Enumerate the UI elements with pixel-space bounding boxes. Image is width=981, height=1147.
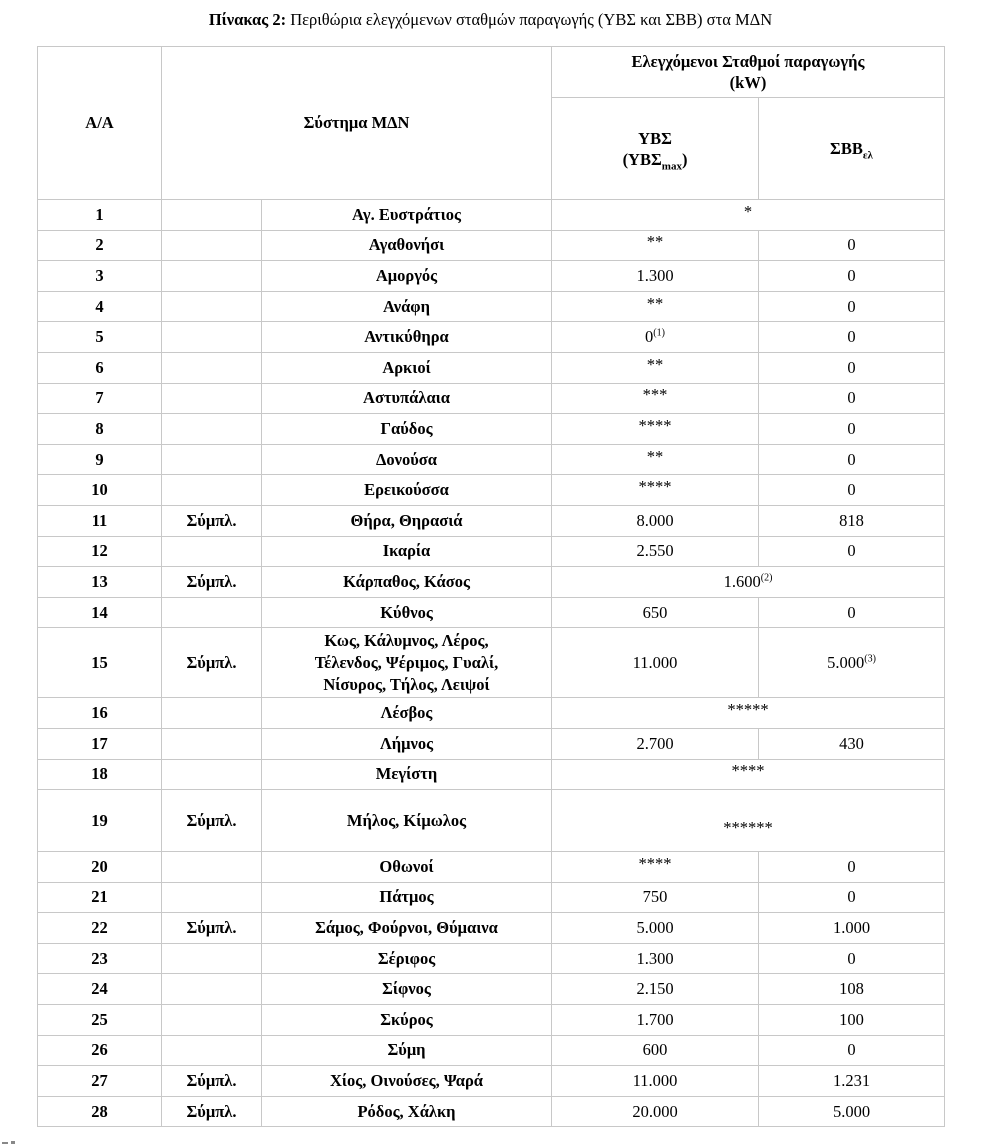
row-ybs-value xyxy=(552,943,759,974)
row-number: 10 xyxy=(38,475,162,506)
table-row xyxy=(38,261,945,292)
row-sbb-value xyxy=(759,475,945,506)
row-system-type xyxy=(162,475,262,506)
row-name: Ικαρία xyxy=(262,536,552,567)
row-sbb-value xyxy=(759,291,945,322)
row-number: 2 xyxy=(38,230,162,261)
table-row xyxy=(38,882,945,913)
sbb-value: 0 xyxy=(847,235,856,255)
table-row xyxy=(38,230,945,261)
sbb-value: 1.231 xyxy=(832,1071,871,1091)
row-sbb-value xyxy=(759,505,945,536)
sbb-value: 818 xyxy=(839,510,864,530)
table-row xyxy=(38,1005,945,1036)
row-name: Μεγίστη xyxy=(262,759,552,790)
row-number: 12 xyxy=(38,536,162,567)
row-system-type xyxy=(162,597,262,628)
row-system-type xyxy=(162,261,262,292)
row-sbb-value xyxy=(759,882,945,913)
row-system-type xyxy=(162,974,262,1005)
row-number: 5 xyxy=(38,322,162,353)
table-row xyxy=(38,1035,945,1066)
header-group-line2: (kW) xyxy=(729,73,767,92)
header-sbb-sub: ελ xyxy=(862,149,873,162)
table-row xyxy=(38,536,945,567)
sbb-footnote: (3) xyxy=(864,653,876,665)
row-system-type xyxy=(162,200,262,231)
row-number: 1 xyxy=(38,200,162,231)
row-sbb-value xyxy=(759,352,945,383)
sbb-value: 0 xyxy=(847,541,856,561)
header-ybs-line2: (ΥΒΣ xyxy=(622,149,662,169)
header-group-line1: Ελεγχόμενοι Σταθμοί παραγωγής xyxy=(631,52,865,71)
row-ybs-value xyxy=(552,230,759,261)
row-system-type xyxy=(162,759,262,790)
row-number: 8 xyxy=(38,414,162,445)
row-system-type xyxy=(162,444,262,475)
ybs-value: ** xyxy=(646,354,664,374)
table-row xyxy=(38,1096,945,1127)
sbb-value: 0 xyxy=(847,296,856,316)
table-row xyxy=(38,913,945,944)
ybs-value: 2.700 xyxy=(636,733,674,753)
merged-value: ***** xyxy=(727,700,769,720)
row-system-type xyxy=(162,882,262,913)
row-number: 16 xyxy=(38,698,162,729)
row-number: 14 xyxy=(38,597,162,628)
row-ybs-value xyxy=(552,536,759,567)
row-name: Αγαθονήσι xyxy=(262,230,552,261)
ybs-value: 2.150 xyxy=(636,979,674,999)
row-ybs-value xyxy=(552,882,759,913)
ybs-value: **** xyxy=(638,477,672,497)
row-ybs-value xyxy=(552,444,759,475)
ybs-value: 1.700 xyxy=(636,1009,674,1029)
row-number: 22 xyxy=(38,913,162,944)
row-sbb-value xyxy=(759,322,945,353)
row-sbb-value xyxy=(759,536,945,567)
ybs-value: 650 xyxy=(642,602,668,622)
row-name: Θήρα, Θηρασιά xyxy=(262,505,552,536)
row-name: Αστυπάλαια xyxy=(262,383,552,414)
row-sbb-value xyxy=(759,383,945,414)
row-system-type xyxy=(162,230,262,261)
header-ybs-line1: ΥΒΣ xyxy=(638,128,672,148)
row-merged-value xyxy=(552,698,945,729)
row-system-type: Σύμπλ. xyxy=(162,567,262,598)
row-system-type xyxy=(162,852,262,883)
row-number: 15 xyxy=(38,628,162,698)
row-name: Ερεικούσσα xyxy=(262,475,552,506)
row-merged-value xyxy=(552,759,945,790)
row-name: Αντικύθηρα xyxy=(262,322,552,353)
row-name: Αμοργός xyxy=(262,261,552,292)
ybs-value: 600 xyxy=(642,1040,668,1060)
row-system-type xyxy=(162,728,262,759)
table-body xyxy=(38,200,945,1127)
row-number: 7 xyxy=(38,383,162,414)
ybs-value: ** xyxy=(646,232,664,252)
row-name: Οθωνοί xyxy=(262,852,552,883)
table-row xyxy=(38,567,945,598)
row-name-line: Τέλενδος, Ψέριμος, Γυαλί, xyxy=(314,652,499,672)
row-ybs-value xyxy=(552,728,759,759)
merged-value: **** xyxy=(731,761,765,781)
row-system-type xyxy=(162,291,262,322)
sbb-value: 0 xyxy=(847,480,856,500)
table-row xyxy=(38,475,945,506)
ybs-value: ** xyxy=(646,293,664,313)
ybs-value: *** xyxy=(642,385,668,405)
table-row xyxy=(38,352,945,383)
row-ybs-value xyxy=(552,1035,759,1066)
table-row xyxy=(38,1066,945,1097)
row-sbb-value xyxy=(759,444,945,475)
ybs-value: 1.300 xyxy=(636,265,674,285)
sbb-value: 0 xyxy=(847,357,856,377)
row-system-type xyxy=(162,536,262,567)
table-row xyxy=(38,291,945,322)
table-row xyxy=(38,728,945,759)
row-number: 6 xyxy=(38,352,162,383)
row-name: Μήλος, Κίμωλος xyxy=(262,790,552,852)
row-sbb-value xyxy=(759,852,945,883)
ybs-value: **** xyxy=(638,853,672,873)
row-name: Κάρπαθος, Κάσος xyxy=(262,567,552,598)
sbb-value: 0 xyxy=(847,418,856,438)
table-row xyxy=(38,943,945,974)
row-name: Γαύδος xyxy=(262,414,552,445)
row-name: Σέριφος xyxy=(262,943,552,974)
ybs-value: 0 xyxy=(645,327,654,347)
row-sbb-value xyxy=(759,943,945,974)
row-merged-value xyxy=(552,200,945,231)
row-number: 26 xyxy=(38,1035,162,1066)
row-name: Ανάφη xyxy=(262,291,552,322)
row-ybs-value xyxy=(552,974,759,1005)
ybs-value: 8.000 xyxy=(636,510,674,530)
row-number: 4 xyxy=(38,291,162,322)
ybs-value: 750 xyxy=(642,887,668,907)
row-name: Αρκιοί xyxy=(262,352,552,383)
table-row xyxy=(38,200,945,231)
row-number: 28 xyxy=(38,1096,162,1127)
table-row xyxy=(38,505,945,536)
caption-label: Πίνακας 2: xyxy=(208,10,287,29)
row-sbb-value xyxy=(759,1096,945,1127)
row-sbb-value xyxy=(759,728,945,759)
row-sbb-value xyxy=(759,414,945,445)
row-system-type xyxy=(162,698,262,729)
row-system-type: Σύμπλ. xyxy=(162,1066,262,1097)
ybs-value: 5.000 xyxy=(636,918,674,938)
row-number: 21 xyxy=(38,882,162,913)
header-sbb xyxy=(759,98,945,200)
ybs-value: 11.000 xyxy=(632,1071,678,1091)
header-ybs-close: ) xyxy=(681,149,688,169)
sbb-value: 1.000 xyxy=(832,918,871,938)
row-number: 3 xyxy=(38,261,162,292)
row-name-line: Νίσυρος, Τήλος, Λειψοί xyxy=(323,674,490,694)
row-number: 23 xyxy=(38,943,162,974)
row-ybs-value xyxy=(552,597,759,628)
row-sbb-value xyxy=(759,974,945,1005)
row-system-type: Σύμπλ. xyxy=(162,790,262,852)
row-name: Λήμνος xyxy=(262,728,552,759)
row-sbb-value xyxy=(759,913,945,944)
row-number: 13 xyxy=(38,567,162,598)
row-sbb-value xyxy=(759,1035,945,1066)
row-name: Σκύρος xyxy=(262,1005,552,1036)
row-name: Σάμος, Φούρνοι, Θύμαινα xyxy=(262,913,552,944)
row-number: 27 xyxy=(38,1066,162,1097)
row-ybs-value xyxy=(552,1005,759,1036)
row-name: Δονούσα xyxy=(262,444,552,475)
row-system-type: Σύμπλ. xyxy=(162,628,262,698)
ybs-value: 1.300 xyxy=(636,948,674,968)
row-ybs-value xyxy=(552,475,759,506)
table-row xyxy=(38,597,945,628)
row-name: Ρόδος, Χάλκη xyxy=(262,1096,552,1127)
row-ybs-value xyxy=(552,383,759,414)
row-system-type xyxy=(162,1005,262,1036)
row-sbb-value xyxy=(759,1066,945,1097)
merged-value: 1.600 xyxy=(723,571,761,591)
row-ybs-value xyxy=(552,261,759,292)
row-system-type xyxy=(162,383,262,414)
sbb-value: 0 xyxy=(847,327,856,347)
row-number: 25 xyxy=(38,1005,162,1036)
row-number: 19 xyxy=(38,790,162,852)
row-system-type xyxy=(162,1035,262,1066)
table-row xyxy=(38,698,945,729)
table-row xyxy=(38,414,945,445)
ybs-value: 20.000 xyxy=(632,1101,678,1121)
table-row xyxy=(38,852,945,883)
row-ybs-value xyxy=(552,1096,759,1127)
merged-value: * xyxy=(743,201,753,221)
caption-text: Περιθώρια ελεγχόμενων σταθμών παραγωγής (ΥΒΣ και ΣΒΒ) στα ΜΔΝ xyxy=(290,10,773,29)
table-row xyxy=(38,974,945,1005)
row-name: Αγ. Ευστράτιος xyxy=(262,200,552,231)
row-system-type: Σύμπλ. xyxy=(162,505,262,536)
row-ybs-value xyxy=(552,414,759,445)
row-ybs-value xyxy=(552,291,759,322)
row-ybs-value xyxy=(552,352,759,383)
ybs-value: **** xyxy=(638,415,672,435)
row-sbb-value xyxy=(759,597,945,628)
header-controlled-stations xyxy=(552,47,945,98)
row-name: Σίφνος xyxy=(262,974,552,1005)
row-name: Κύθνος xyxy=(262,597,552,628)
row-name: Χίος, Οινούσες, Ψαρά xyxy=(262,1066,552,1097)
margins-table xyxy=(37,46,945,1127)
sbb-value: 100 xyxy=(839,1009,864,1029)
row-system-type xyxy=(162,322,262,353)
page-footer-fragment xyxy=(2,1138,42,1147)
row-system-type xyxy=(162,414,262,445)
merged-value: ****** xyxy=(723,818,773,838)
row-name-line: Κως, Κάλυμνος, Λέρος, xyxy=(324,630,489,650)
header-ybs-sub: max xyxy=(661,159,682,172)
merged-footnote: (2) xyxy=(760,572,773,584)
sbb-value: 0 xyxy=(847,856,856,876)
row-ybs-value xyxy=(552,322,759,353)
row-ybs-value xyxy=(552,1066,759,1097)
row-merged-value xyxy=(552,567,945,598)
sbb-value: 0 xyxy=(847,602,856,622)
row-sbb-value xyxy=(759,628,945,698)
row-ybs-value xyxy=(552,505,759,536)
header-ybs xyxy=(552,98,759,200)
header-aa: Α/Α xyxy=(38,47,162,200)
sbb-value: 0 xyxy=(847,388,856,408)
sbb-value: 0 xyxy=(847,887,856,907)
row-number: 20 xyxy=(38,852,162,883)
row-name: Λέσβος xyxy=(262,698,552,729)
row-number: 17 xyxy=(38,728,162,759)
table-row xyxy=(38,759,945,790)
row-number: 18 xyxy=(38,759,162,790)
row-system-type xyxy=(162,943,262,974)
row-number: 24 xyxy=(38,974,162,1005)
row-name: Πάτμος xyxy=(262,882,552,913)
row-system-type: Σύμπλ. xyxy=(162,1096,262,1127)
header-sbb-main: ΣΒΒ xyxy=(830,139,863,158)
ybs-value: 11.000 xyxy=(632,652,678,672)
table-caption xyxy=(0,10,981,30)
row-merged-value xyxy=(552,790,945,852)
row-name: Σύμη xyxy=(262,1035,552,1066)
ybs-value: ** xyxy=(646,446,664,466)
sbb-value: 0 xyxy=(847,1040,856,1060)
table-row xyxy=(38,383,945,414)
sbb-value: 5.000 xyxy=(827,652,865,672)
row-sbb-value xyxy=(759,230,945,261)
sbb-value: 108 xyxy=(839,979,864,999)
row-system-type: Σύμπλ. xyxy=(162,913,262,944)
sbb-value: 0 xyxy=(847,948,856,968)
table-row xyxy=(38,444,945,475)
sbb-value: 430 xyxy=(839,733,864,753)
sbb-value: 0 xyxy=(847,265,856,285)
table-row xyxy=(38,790,945,852)
row-system-type xyxy=(162,352,262,383)
row-ybs-value xyxy=(552,628,759,698)
row-number: 11 xyxy=(38,505,162,536)
row-ybs-value xyxy=(552,852,759,883)
row-number: 9 xyxy=(38,444,162,475)
sbb-value: 0 xyxy=(847,449,856,469)
row-sbb-value xyxy=(759,1005,945,1036)
row-sbb-value xyxy=(759,261,945,292)
ybs-footnote: (1) xyxy=(653,327,665,339)
ybs-value: 2.550 xyxy=(636,541,674,561)
row-name xyxy=(262,628,552,698)
sbb-value: 5.000 xyxy=(832,1101,871,1121)
table-row xyxy=(38,628,945,698)
table-row xyxy=(38,322,945,353)
row-ybs-value xyxy=(552,913,759,944)
header-system: Σύστημα ΜΔΝ xyxy=(162,47,552,200)
